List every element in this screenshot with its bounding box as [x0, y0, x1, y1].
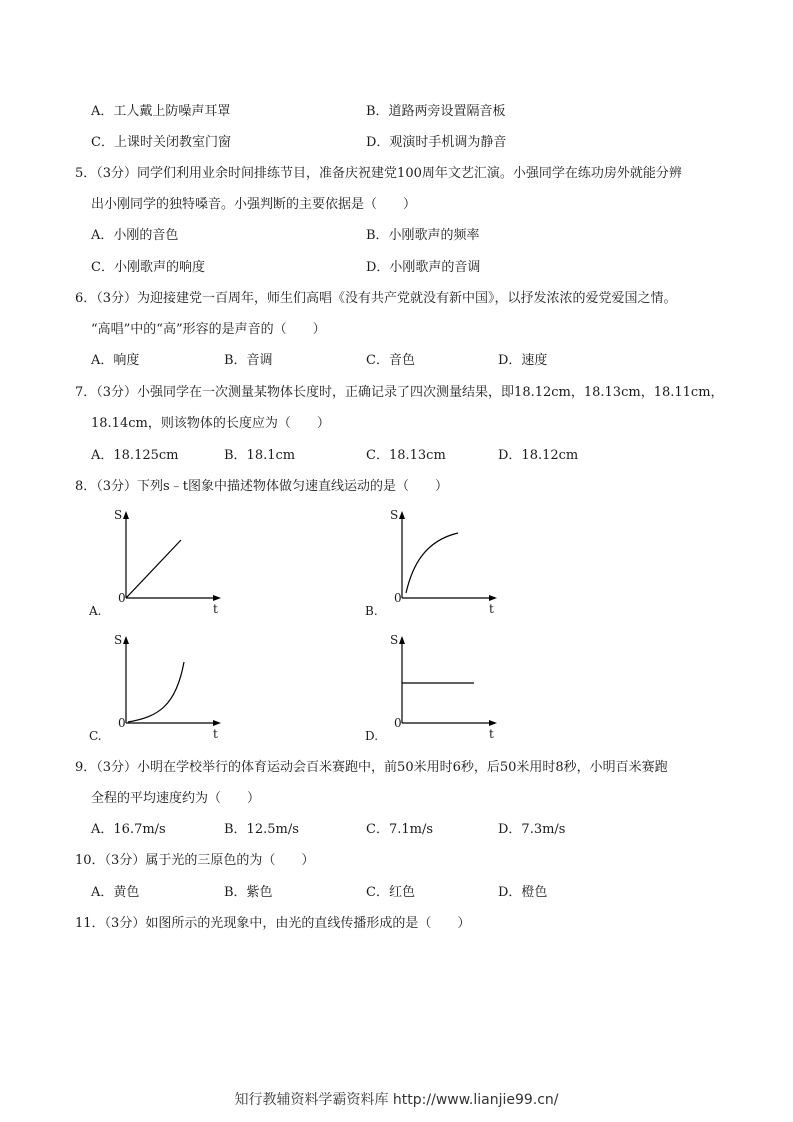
question-7-text: 7．（3分）小强同学在一次测量某物体长度时，正确记录了四次测量结果，即18.12cm，18.13cm，18.11cm， [75, 385, 724, 400]
option-c: C．上课时关闭教室门窗 [91, 135, 231, 150]
option-c: C．红色 [366, 885, 415, 900]
option-c: C．小刚歌声的响度 [91, 260, 205, 275]
y-axis-label: S [390, 508, 399, 522]
graph-d [364, 630, 514, 745]
s-t-curve [126, 540, 181, 598]
graph-c [88, 630, 238, 745]
graph-a [88, 505, 238, 620]
s-t-curve [406, 533, 458, 593]
option-c: C．音色 [366, 353, 415, 368]
option-a: A．响度 [91, 353, 140, 368]
origin-label: 0 [118, 591, 126, 605]
option-b: B．18.1cm [224, 448, 296, 463]
option-a: A．小刚的音色 [91, 228, 179, 243]
option-d: D．速度 [498, 353, 548, 368]
origin-label: 0 [394, 716, 402, 730]
origin-label: 0 [118, 716, 126, 730]
question-9-text-cont: 全程的平均速度约为（ ） [91, 791, 261, 806]
option-c: C．7.1m/s [366, 822, 433, 837]
option-d: D．18.12cm [498, 448, 579, 463]
origin-label: 0 [394, 591, 402, 605]
option-b: B．12.5m/s [224, 822, 299, 837]
question-5-text-cont: 出小刚同学的独特嗓音。小强判断的主要依据是（ ） [91, 197, 417, 212]
option-b-label: B. [365, 604, 378, 618]
question-6-text: 6．（3分）为迎接建党一百周年，师生们高唱《没有共产党就没有新中国》，以抒发浓浓的爱党爱国之情。 [75, 291, 677, 306]
option-d: D．橙色 [498, 885, 548, 900]
question-6-text-cont: “高唱”中的“高”形容的是声音的（ ） [91, 322, 326, 337]
question-10-text: 10．（3分）属于光的三原色的为（ ） [75, 853, 315, 868]
x-axis-label: t [213, 602, 218, 616]
option-c-label: C. [89, 729, 102, 743]
question-8-text: 8．（3分）下列s﹣t图象中描述物体做匀速直线运动的是（ ） [75, 479, 448, 494]
option-a: A．工人戴上防噪声耳罩 [91, 104, 231, 119]
x-axis-label: t [489, 727, 494, 741]
option-d-label: D. [365, 729, 379, 743]
y-axis-label: S [114, 633, 123, 647]
option-a: A．黄色 [91, 885, 140, 900]
option-b: B．紫色 [224, 885, 273, 900]
y-axis-arrow-icon [399, 511, 405, 519]
option-b: B．道路两旁设置隔音板 [366, 104, 506, 119]
option-d: D．观演时手机调为静音 [366, 135, 507, 150]
option-b: B．音调 [224, 353, 273, 368]
option-a: A．16.7m/s [91, 822, 166, 837]
question-5-text: 5．（3分）同学们利用业余时间排练节目，准备庆祝建党100周年文艺汇演。小强同学在练功房外就能分辨 [75, 166, 682, 181]
option-b: B．小刚歌声的频率 [366, 228, 480, 243]
x-axis-label: t [213, 727, 218, 741]
question-7-text-cont: 18.14cm，则该物体的长度应为（ ） [91, 416, 330, 431]
question-9-text: 9．（3分）小明在学校举行的体育运动会百米赛跑中，前50米用时6秒，后50米用时8秒，小明百米赛跑 [75, 760, 668, 775]
y-axis-label: S [390, 633, 399, 647]
x-axis-label: t [489, 602, 494, 616]
y-axis-arrow-icon [399, 636, 405, 644]
y-axis-arrow-icon [123, 511, 129, 519]
graph-b [364, 505, 514, 620]
y-axis-arrow-icon [123, 636, 129, 644]
page-footer: 知行教辅资料学霸资料库 http://www.lianjie99.cn/ [234, 1092, 559, 1108]
option-d: D．7.3m/s [498, 822, 566, 837]
option-a-label: A. [89, 604, 102, 618]
s-t-curve [128, 662, 184, 722]
option-c: C．18.13cm [366, 448, 446, 463]
option-a: A．18.125cm [91, 448, 179, 463]
question-11-text: 11．（3分）如图所示的光现象中，由光的直线传播形成的是（ ） [75, 916, 471, 931]
y-axis-label: S [114, 508, 123, 522]
option-d: D．小刚歌声的音调 [366, 260, 481, 275]
